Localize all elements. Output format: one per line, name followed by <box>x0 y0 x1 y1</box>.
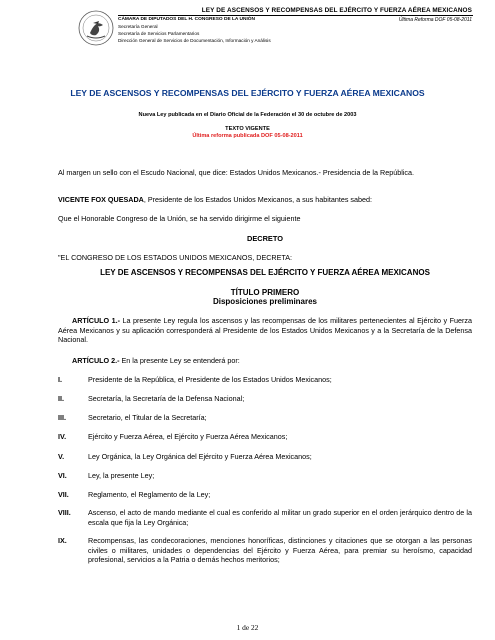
document-title: LEY DE ASCENSOS Y RECOMPENSAS DEL EJÉRCITO Y FUERZA AÉREA MEXICANOS <box>70 88 425 98</box>
institution-servicios: Secretaría de Servicios Parlamentarios <box>118 31 200 36</box>
decreta-paragraph: "EL CONGRESO DE LOS ESTADOS UNIDOS MEXICANOS, DECRETA: <box>58 253 293 262</box>
definition-number: VII. <box>58 490 69 499</box>
page-number: 1 de 22 <box>236 623 259 632</box>
articulo-1 <box>58 316 472 345</box>
articulo-2-label: ARTÍCULO 2.- <box>72 356 120 365</box>
institution-name: CÁMARA DE DIPUTADOS DEL H. CONGRESO DE LA UNIÓN <box>118 17 255 22</box>
disposiciones-heading: Disposiciones preliminares <box>212 297 318 306</box>
definition-number: II. <box>58 394 64 403</box>
definition-number: III. <box>58 413 66 422</box>
law-title: LEY DE ASCENSOS Y RECOMPENSAS DEL EJÉRCITO Y FUERZA AÉREA MEXICANOS <box>100 268 430 277</box>
institution-direccion: Dirección General de Servicios de Documentación, Información y Análisis <box>118 38 271 43</box>
last-reform-reference: Última Reforma DOF 05-08-2011 <box>398 17 472 23</box>
definition-text: Ascenso, el acto de mando mediante el cual es conferido al militar un grado superior en el orden jerárquico dentro de la escala que fija la Ley Orgánica; <box>88 508 472 527</box>
ultima-reforma: Última reforma publicada DOF 05-08-2011 <box>192 133 303 139</box>
header-rule <box>118 15 473 16</box>
running-title: LEY DE ASCENSOS Y RECOMPENSAS DEL EJÉRCITO Y FUERZA AÉREA MEXICANOS <box>201 7 472 14</box>
decreto-heading: DECRETO <box>246 234 283 243</box>
articulo-1-text: La presente Ley regula los ascensos y las recompensas de los militares pertenecientes al Ejército y Fuerza Aérea Mexicanos y su aplicación corresponderá al Presidente de los Estados Unidos Mexicanos y a la Secretaría de la Defensa Nacional. <box>58 316 473 345</box>
definition-text: Secretaría, la Secretaría de la Defensa Nacional; <box>88 394 245 403</box>
titulo-heading: TÍTULO PRIMERO <box>230 288 300 297</box>
definition-text: Recompensas, las condecoraciones, menciones honoríficas, distinciones y citaciones que se otorgan a las personas civiles o militares, unidades o dependencias del Ejército y Fuerza Aérea, para premiar su heroísmo, capacidad profesional, servicios a la Patria o demás hechos meritorios; <box>88 536 472 565</box>
texto-vigente: TEXTO VIGENTE <box>225 126 270 132</box>
articulo-2-text: En la presente Ley se entenderá por: <box>119 356 240 365</box>
definition-text: Ley Orgánica, la Ley Orgánica del Ejército y Fuerza Aérea Mexicanos; <box>88 452 312 461</box>
publication-note: Nueva Ley publicada en el Diario Oficial de la Federación el 30 de octubre de 2003 <box>138 112 357 118</box>
definition-number: VI. <box>58 471 67 480</box>
definition-text: Ley, la presente Ley; <box>88 471 155 480</box>
definition-text: Reglamento, el Reglamento de la Ley; <box>88 490 211 499</box>
institution-secretaria: Secretaría General <box>118 24 158 29</box>
definition-number: I. <box>58 375 62 384</box>
president-paragraph <box>58 195 472 205</box>
seal-paragraph: Al margen un sello con el Escudo Nacional, que dice: Estados Unidos Mexicanos.- Presidencia de la República. <box>58 168 414 177</box>
definition-number: IX. <box>58 536 67 545</box>
president-text: , Presidente de los Estados Unidos Mexicanos, a sus habitantes sabed: <box>143 195 373 204</box>
president-name: VICENTE FOX QUESADA <box>58 195 144 204</box>
definition-text: Secretario, el Titular de la Secretaría; <box>88 413 207 422</box>
definition-number: IV. <box>58 432 67 441</box>
definition-text: Presidente de la República, el Presidente de los Estados Unidos Mexicanos; <box>88 375 332 384</box>
articulo-2 <box>58 356 472 366</box>
definition-text: Ejército y Fuerza Aérea, el Ejército y Fuerza Aérea Mexicanos; <box>88 432 288 441</box>
articulo-1-label: ARTÍCULO 1.- <box>72 316 121 325</box>
definition-number: V. <box>58 452 65 461</box>
congress-paragraph: Que el Honorable Congreso de la Unión, se ha servido dirigirme el siguiente <box>58 214 301 223</box>
mexican-national-seal-icon <box>76 9 116 47</box>
definition-number: VIII. <box>58 508 71 517</box>
